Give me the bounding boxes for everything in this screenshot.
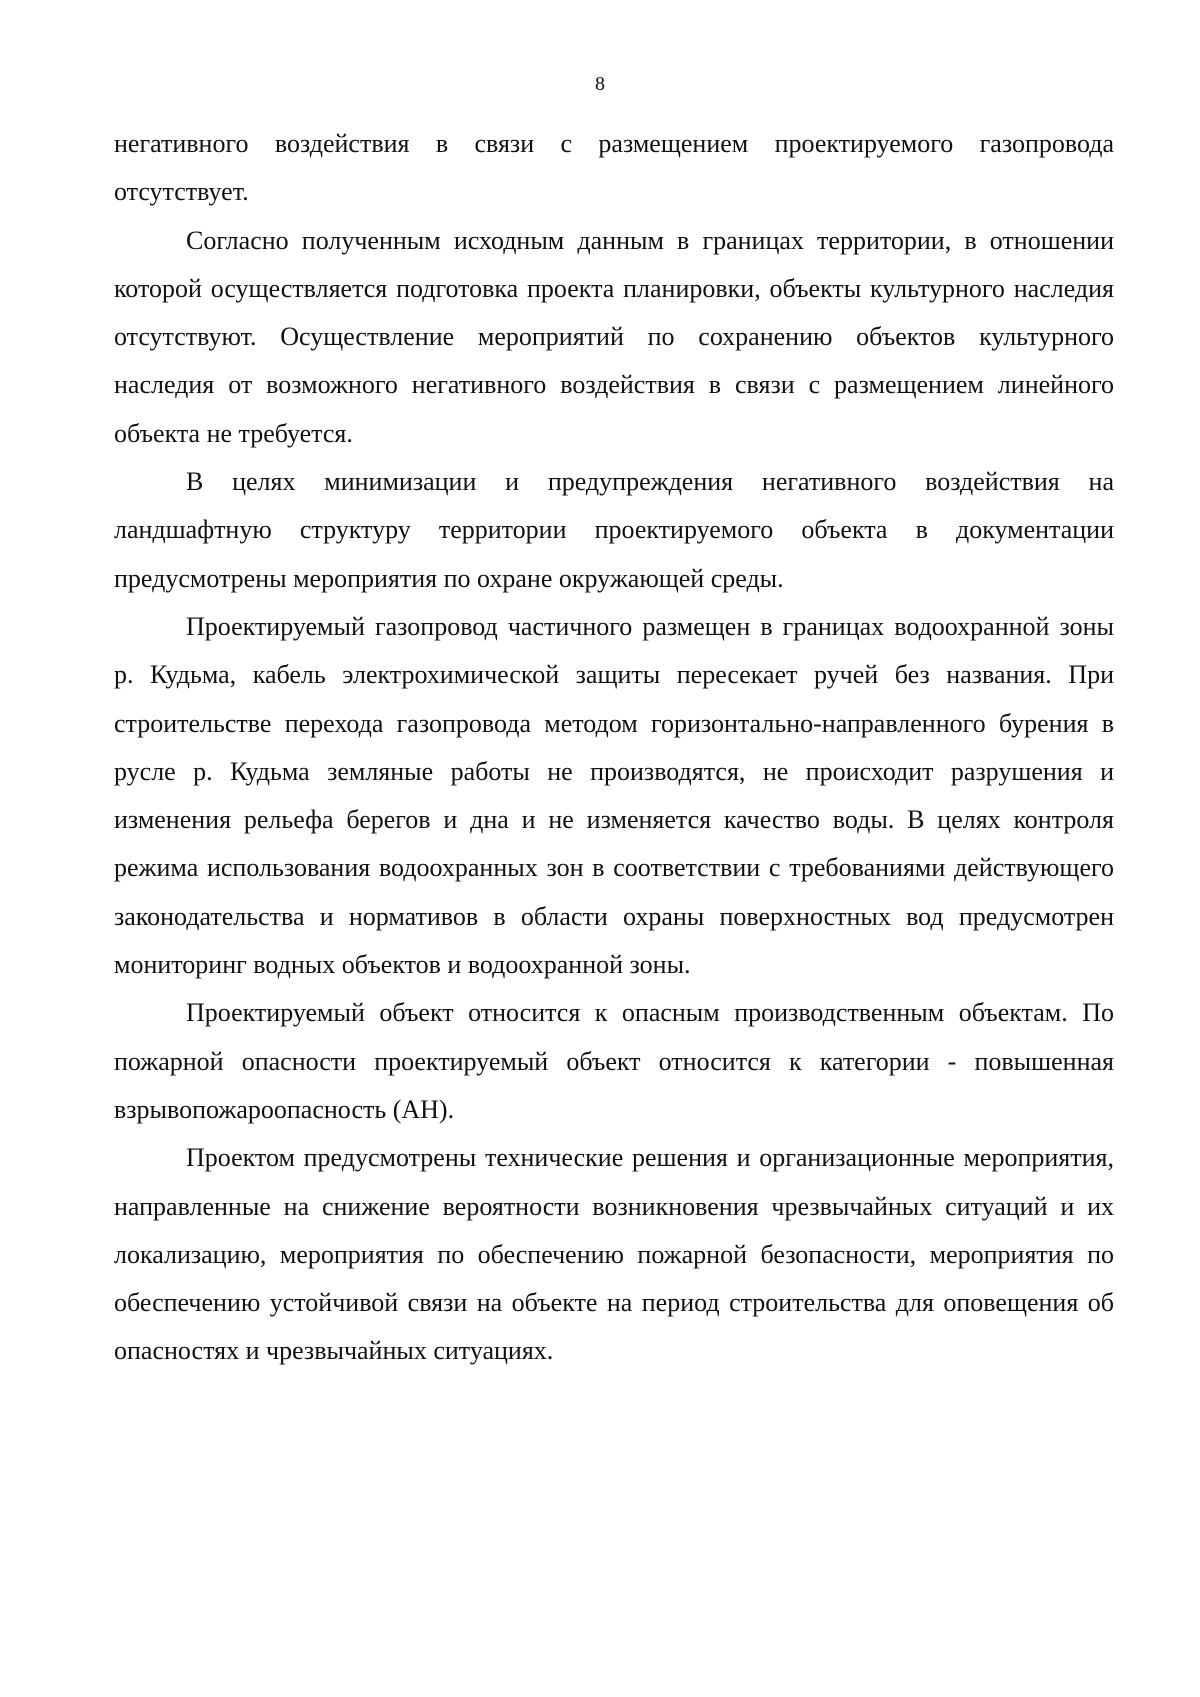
paragraph-emergency-measures: Проектом предусмотрены технические решения и организационные мероприятия, направленные на снижение вероятности возникновения чрезвычайных ситуаций и их локализацию, мероприятия по обеспечению пожарной безопасности, мероприятия по обеспечению устойчивой связи на объекте на период строительства для оповещения об опасностях и чрезвычайных ситуациях. bbox=[114, 1143, 1114, 1366]
paragraph-hazard-category: Проектируемый объект относится к опасным производственным объектам. По пожарной опасности проектируемый объект относится к категории - повышенная взрывопожароопасность (АН). bbox=[114, 998, 1114, 1124]
paragraph-continuation: негативного воздействия в связи с размещением проектируемого газопровода отсутствует. bbox=[114, 129, 1114, 207]
paragraph-landscape-protection: В целях минимизации и предупреждения негативного воздействия на ландшафтную структуру территории проектируемого объекта в документации предусмотрены мероприятия по охране окружающей среды. bbox=[114, 467, 1114, 593]
page-number: 8 bbox=[595, 73, 605, 95]
document-body bbox=[114, 120, 1114, 1376]
paragraph-cultural-heritage: Согласно полученным исходным данным в границах территории, в отношении которой осуществляется подготовка проекта планировки, объекты культурного наследия отсутствуют. Осуществление мероприятий по сохранению объектов культурного наследия от возможного негативного воздействия в связи с размещением линейного объекта не требуется. bbox=[114, 225, 1114, 448]
paragraph-water-protection-zone: Проектируемый газопровод частичного размещен в границах водоохранной зоны р. Кудьма, кабель электрохимической защиты пересекает ручей без названия. При строительстве перехода газопровода методом горизонтально-направленного бурения в русле р. Кудьма земляные работы не производятся, не происходит разрушения и изменения рельефа берегов и дна и не изменяется качество воды. В целях контроля режима использования водоохранных зон в соответствии с требованиями действующего законодательства и нормативов в области охраны поверхностных вод предусмотрен мониторинг водных объектов и водоохранной зоны. bbox=[114, 611, 1114, 980]
